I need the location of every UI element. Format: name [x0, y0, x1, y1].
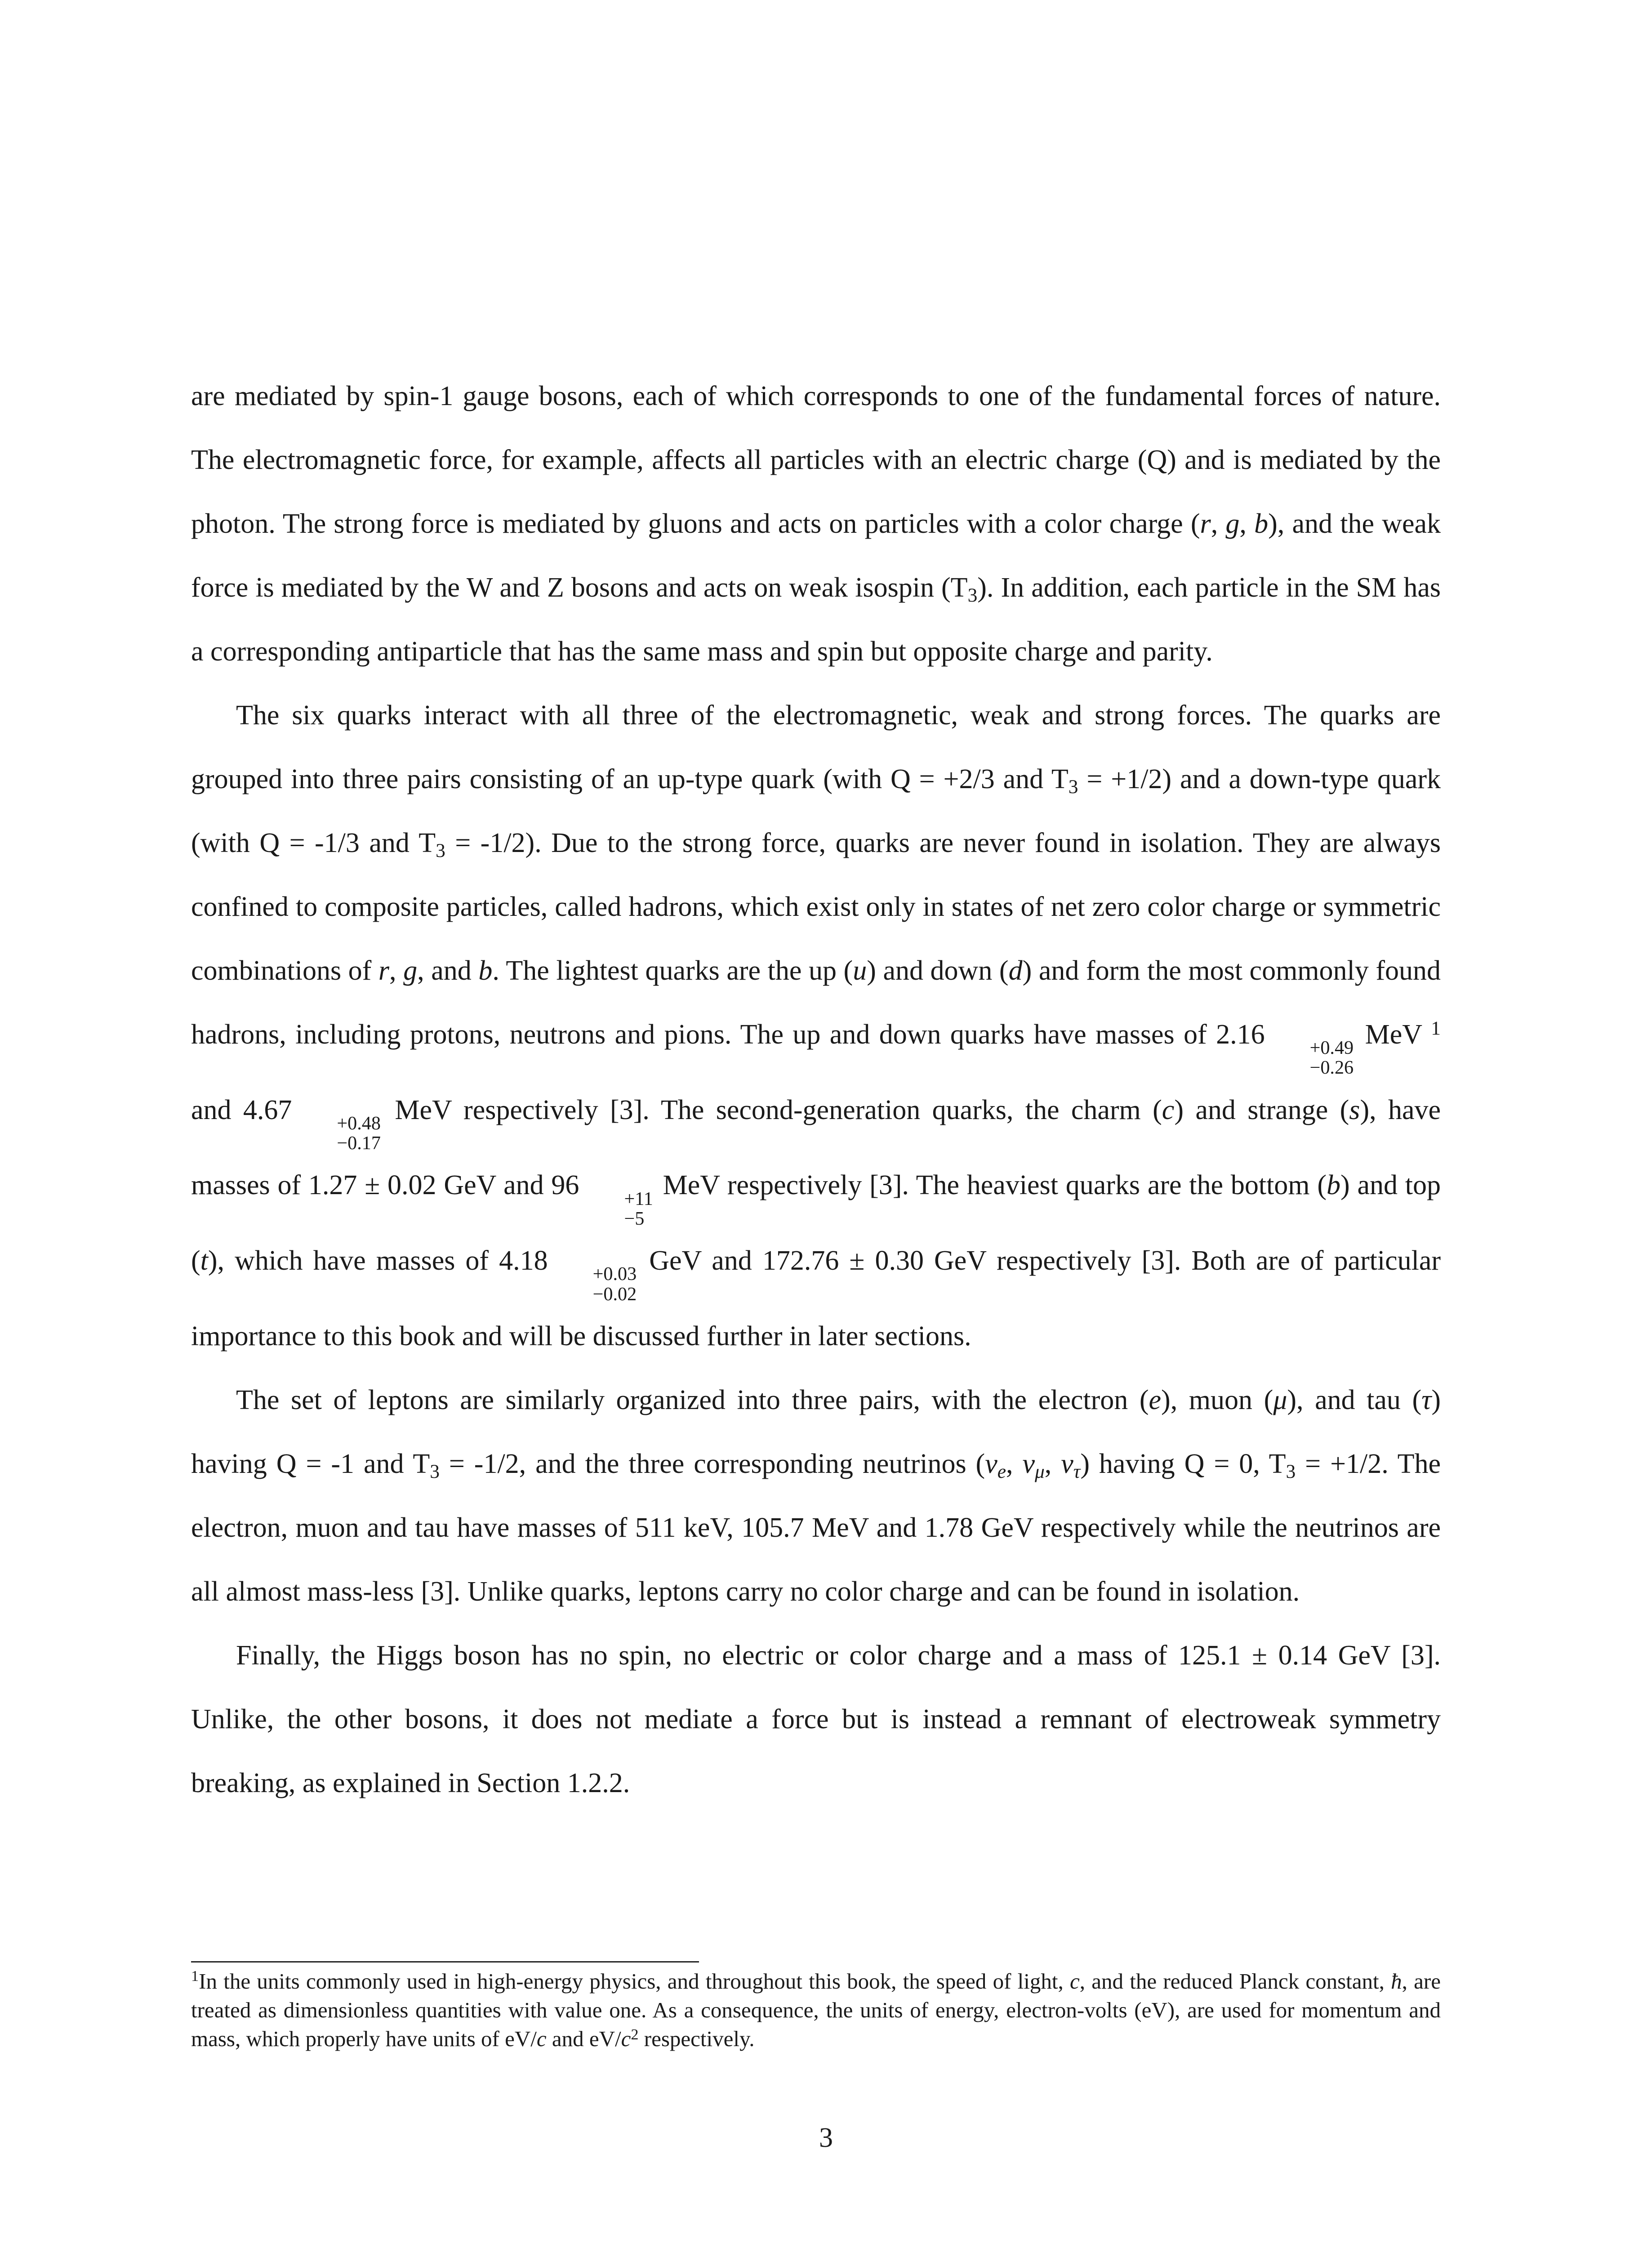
page-number: 3 — [819, 2123, 833, 2153]
text-run: ), and tau ( — [1287, 1384, 1422, 1415]
subscript: 3 — [967, 584, 978, 606]
text-run: ) and form the most commonly found hadrons, including protons, neutrons and pions. The up and down quarks have masses of 2.16 — [191, 955, 1441, 1050]
symbol-s: s — [1349, 1094, 1360, 1125]
symbol-b: b — [478, 955, 493, 986]
footnote-reference[interactable]: 1 — [1431, 1017, 1441, 1039]
symbol-e: e — [1149, 1384, 1162, 1415]
symbol-c: c — [1070, 1969, 1080, 1994]
symbol-t: t — [200, 1245, 208, 1276]
symbol-mu: μ — [1273, 1384, 1287, 1415]
footnote — [191, 1967, 1441, 2053]
text-run: respectively. — [638, 2026, 755, 2051]
text-run: are mediated by spin-1 gauge bosons, each of which corresponds to one of the fundamental forces of nature. The electromagnetic force, for example, affects all particles with an electric charge (Q) and is mediated by the photon. The strong force is mediated by gluons and acts on particles with a color charge ( — [191, 381, 1441, 539]
bottom-mass-uncertainty — [548, 1264, 637, 1304]
text-run: and 4.67 — [191, 1094, 292, 1125]
text-run: ), muon ( — [1161, 1384, 1274, 1415]
text-run: Finally, the Higgs boson has no spin, no electric or color charge and a mass of 125.1 ± 0.14 GeV [3]. Unlike, the other bosons, it does not mediate a force but is instead a remnant of electroweak symmetry breaking, as explained in Section 1.2.2. — [191, 1640, 1441, 1798]
text-run: In the units commonly used in high-energy physics, and throughout this book, the speed of light, — [199, 1969, 1070, 1994]
text-run: = -1/2). Due to the strong force, quarks are never found in isolation. They are always confined to composite particles, called hadrons, which exist only in states of net zero color charge or symmetric combinations of — [191, 828, 1441, 986]
uncertainty-plus: +11 — [624, 1188, 653, 1209]
text-run: ) having Q = 0, T — [1080, 1448, 1286, 1479]
symbol-r: r — [1200, 508, 1211, 539]
symbol-b: b — [1327, 1170, 1340, 1201]
symbol-c: c — [621, 2026, 631, 2051]
text-run: ) and strange ( — [1174, 1094, 1349, 1125]
text-run: and eV/ — [546, 2026, 621, 2051]
uncertainty-plus: +0.49 — [1309, 1037, 1354, 1059]
text-run: , — [1239, 508, 1255, 539]
text-run: MeV respectively [3]. The heaviest quarks are the bottom ( — [655, 1170, 1327, 1201]
text-run: = -1/2, and the three corresponding neutrinos ( — [439, 1448, 985, 1479]
text-run: = +1/2) and a down-type quark (with Q = -1/3 and T — [191, 764, 1441, 858]
symbol-c: c — [1162, 1094, 1175, 1125]
symbol-c: c — [536, 2026, 547, 2051]
text-run: , — [1211, 508, 1226, 539]
symbol-r: r — [378, 955, 390, 986]
strange-mass-uncertainty — [579, 1189, 653, 1229]
text-run: , — [1044, 1448, 1061, 1479]
text-run: , and the reduced Planck constant, — [1079, 1969, 1391, 1994]
symbol-g: g — [1225, 508, 1240, 539]
symbol-hbar: ħ — [1391, 1969, 1402, 1994]
symbol-b: b — [1254, 508, 1269, 539]
symbol-g: g — [403, 955, 418, 986]
subscript: 3 — [436, 839, 445, 861]
main-text — [191, 364, 1441, 1815]
text-run: The set of leptons are similarly organized into three pairs, with the electron ( — [236, 1384, 1149, 1415]
paragraph-quarks — [191, 683, 1441, 1368]
text-run: , — [1006, 1448, 1023, 1479]
symbol-d: d — [1008, 955, 1023, 986]
superscript: 2 — [631, 2025, 639, 2043]
text-run: , and — [417, 955, 479, 986]
up-mass-uncertainty — [1265, 1038, 1354, 1078]
symbol-u: u — [853, 955, 867, 986]
uncertainty-minus: −0.02 — [592, 1283, 637, 1305]
uncertainty-minus: −5 — [624, 1208, 645, 1229]
text-run: , are treated as dimensionless quantities with value one. As a consequence, the units of energy, electron-volts (eV), are used for momentum and mass, which properly have units of eV/ — [191, 1969, 1441, 2051]
uncertainty-plus: +0.03 — [592, 1263, 637, 1285]
text-run: ) having Q = -1 and T — [191, 1384, 1441, 1479]
text-run: The six quarks interact with all three of the electromagnetic, weak and strong forces. The quarks are grouped into three pairs consisting of an up-type quark (with Q = +2/3 and T — [191, 700, 1441, 794]
text-run: GeV and 172.76 ± 0.30 GeV respectively [3]. Both are of particular importance to this book and will be discussed further in later sections. — [191, 1245, 1441, 1351]
text-run: ) and top ( — [191, 1170, 1441, 1276]
text-run: ), have masses of 1.27 ± 0.02 GeV and 96 — [191, 1094, 1441, 1201]
text-run: ), which have masses of 4.18 — [208, 1245, 548, 1276]
text-run: ). In addition, each particle in the SM has a corresponding antiparticle that has the same mass and spin but opposite charge and parity. — [191, 572, 1441, 667]
text-run: MeV respectively [3]. The second-generation quarks, the charm ( — [383, 1094, 1162, 1125]
subscript: 3 — [1286, 1460, 1296, 1482]
footnote-divider — [191, 1961, 699, 1963]
text-run: ), and the weak force is mediated by the W and Z bosons and acts on weak isospin (T — [191, 508, 1441, 603]
subscript: 3 — [430, 1460, 440, 1482]
symbol-tau: τ — [1421, 1384, 1432, 1415]
text-run: . The lightest quarks are the up ( — [492, 955, 853, 986]
text-run: , — [389, 955, 404, 986]
text-run: ) and down ( — [867, 955, 1009, 986]
subscript: 3 — [1068, 776, 1078, 798]
down-mass-uncertainty — [292, 1114, 381, 1154]
text-run: = +1/2. The electron, muon and tau have masses of 511 keV, 105.7 MeV and 1.78 GeV respectively while the neutrinos are all almost mass-less [3]. Unlike quarks, leptons carry no color charge and can be found in isolation. — [191, 1448, 1441, 1607]
paragraph-leptons — [191, 1368, 1441, 1624]
subscript: τ — [1073, 1460, 1081, 1482]
symbol-nu: ν — [1022, 1448, 1035, 1479]
uncertainty-plus: +0.48 — [337, 1112, 381, 1134]
paragraph-forces — [191, 364, 1441, 683]
footnote-mark: 1 — [191, 1967, 199, 1985]
symbol-nu: ν — [1061, 1448, 1073, 1479]
subscript: e — [997, 1460, 1006, 1482]
subscript: μ — [1035, 1460, 1045, 1482]
uncertainty-minus: −0.26 — [1309, 1057, 1354, 1079]
uncertainty-minus: −0.17 — [337, 1133, 381, 1154]
symbol-nu: ν — [985, 1448, 997, 1479]
text-run: MeV — [1356, 1019, 1431, 1050]
paragraph-higgs — [191, 1624, 1441, 1815]
